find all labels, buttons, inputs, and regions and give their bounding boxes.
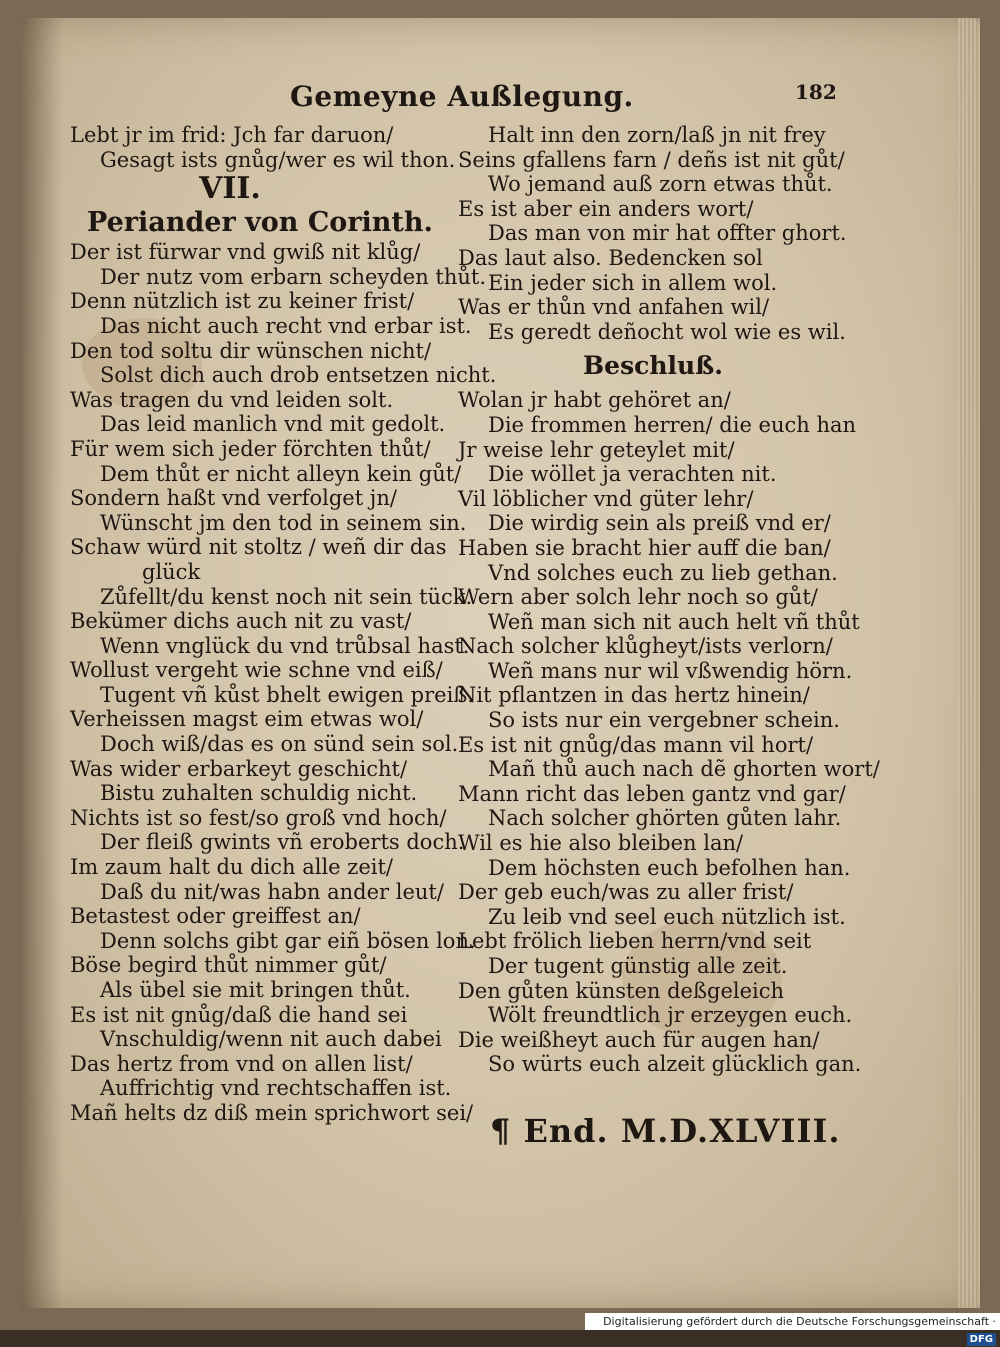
verse-line: Solst dich auch drob entsetzen nicht. — [100, 363, 497, 388]
verse-line: Es ist nit gnůg/das mann vil hort/ — [458, 732, 814, 757]
verse-line: Nichts ist so fest/so groß vnd hoch/ — [70, 805, 447, 830]
verse-line: Zůfellt/du kenst noch nit sein tück. — [100, 584, 473, 609]
verse-line: Den tod soltu dir wünschen nicht/ — [70, 338, 432, 363]
verse-line: Tugent vñ kůst bhelt ewigen preiß. — [100, 682, 474, 707]
verse-line: Jr weise lehr geteylet mit/ — [458, 437, 735, 462]
verse-line: Die frommen herren/ die euch han — [488, 412, 857, 437]
verse-line: So würts euch alzeit glücklich gan. — [488, 1052, 862, 1077]
verse-line: Wölt freundtlich jr erzeygen euch. — [488, 1003, 853, 1028]
conclusion-heading: Beschluß. — [583, 351, 723, 381]
verse-line: Zu leib vnd seel euch nützlich ist. — [488, 904, 846, 929]
verse-line: Lebt frölich lieben herrn/vnd seit — [458, 929, 812, 954]
verse-line: Das nicht auch recht vnd erbar ist. — [100, 313, 472, 338]
verse-line: Ein jeder sich in allem wol. — [488, 270, 778, 295]
verse-line: Was tragen du vnd leiden solt. — [70, 387, 394, 412]
verse-line: Schaw würd nit stoltz / weñ dir das — [70, 535, 447, 560]
left-text-column — [70, 123, 497, 1126]
verse-line: So ists nur ein vergebner schein. — [488, 708, 840, 733]
credit-text: Digitalisierung gefördert durch die Deutsche Forschungsgemeinschaft · — [603, 1315, 996, 1328]
verse-line: Verheissen magst eim etwas wol/ — [70, 707, 424, 732]
verse-line: Der geb euch/was zu aller frist/ — [458, 880, 794, 905]
verse-line: Die wirdig sein als preiß vnd er/ — [488, 511, 831, 536]
verse-line: Vnschuldig/wenn nit auch dabei — [100, 1027, 442, 1052]
verse-line: Haben sie bracht hier auff die ban/ — [458, 535, 831, 560]
verse-line: Betastest oder greiffest an/ — [70, 904, 361, 929]
verse-line: Es ist aber ein anders wort/ — [458, 196, 754, 221]
running-header: Gemeyne Außlegung. — [290, 80, 634, 113]
page-gutter-shadow — [22, 18, 62, 1308]
verse-line: Wenn vnglück du vnd trůbsal hast. — [100, 633, 470, 658]
verse-line: Es geredt deñocht wol wie es wil. — [488, 319, 846, 344]
verse-line: Das laut also. Bedencken sol — [458, 245, 763, 270]
verse-line: Wo jemand auß zorn etwas thůt. — [488, 172, 833, 197]
verse-line: Dem höchsten euch befolhen han. — [488, 855, 851, 880]
section-number: VII. — [199, 171, 261, 207]
verse-line: Bekümer dichs auch nit zu vast/ — [70, 609, 412, 634]
verse-line: Nit pflantzen in das hertz hinein/ — [458, 683, 810, 708]
verse-line: Der ist fürwar vnd gwiß nit klůg/ — [70, 240, 421, 265]
verse-line: Wern aber solch lehr noch so gůt/ — [458, 585, 818, 610]
verse-line: Die weißheyt auch für augen han/ — [458, 1027, 820, 1052]
verse-line: Auffrichtig vnd rechtschaffen ist. — [100, 1076, 452, 1101]
verse-line: Denn solchs gibt gar eiñ bösen lon. — [100, 928, 476, 953]
verse-line: Nach solcher ghörten gůten lahr. — [488, 806, 842, 831]
verse-line: Seins gfallens farn / deñs ist nit gůt/ — [458, 147, 845, 172]
verse-line: Vil löblicher vnd güter lehr/ — [458, 486, 754, 511]
verse-line: Wolan jr habt gehöret an/ — [458, 388, 731, 413]
verse-line: Mañ thů auch nach dẽ ghorten wort/ — [488, 757, 880, 782]
verse-line: Was wider erbarkeyt geschicht/ — [70, 756, 408, 781]
verse-line: Denn nützlich ist zu keiner frist/ — [70, 289, 415, 314]
verse-line: glück — [142, 559, 201, 584]
verse-line: Weñ mans nur wil vßwendig hörn. — [488, 658, 853, 683]
verse-line: Nach solcher klůgheyt/ists verlorn/ — [458, 634, 833, 659]
verse-line: Die wöllet ja verachten nit. — [488, 462, 777, 487]
verse-line: Der fleiß gwints vñ eroberts doch. — [100, 830, 465, 855]
colophon-finis: ¶ End. M.D.XLVIII. — [490, 1112, 841, 1150]
verse-line: Im zaum halt du dich alle zeit/ — [70, 855, 393, 880]
page-number: 182 — [795, 80, 837, 104]
verse-line: Es ist nit gnůg/daß die hand sei — [70, 1002, 408, 1027]
page-edges — [958, 18, 980, 1308]
verse-line: Vnd solches euch zu lieb gethan. — [488, 560, 838, 585]
right-text-column — [458, 123, 880, 1077]
verse-line: Wollust vergeht wie schne vnd eiß/ — [70, 658, 443, 683]
verse-line: Dem thůt er nicht alleyn kein gůt/ — [100, 461, 462, 486]
verse-line: Das hertz from vnd on allen list/ — [70, 1051, 413, 1076]
verse-line: Der tugent günstig alle zeit. — [488, 954, 788, 978]
verse-line: Was er thůn vnd anfahen wil/ — [458, 295, 770, 320]
dfg-logo: DFG — [967, 1333, 996, 1346]
verse-line: Wünscht jm den tod in seinem sin. — [100, 510, 467, 535]
verse-line: Daß du nit/was habn ander leut/ — [100, 879, 444, 904]
verse-line: Weñ man sich nit auch helt vñ thůt — [488, 609, 860, 634]
verse-line: Sondern haßt vnd verfolget jn/ — [70, 486, 397, 511]
section-title: Periander von Corinth. — [87, 207, 433, 239]
verse-line: Gesagt ists gnůg/wer es wil thon. — [100, 147, 456, 172]
verse-line: Der nutz vom erbarn scheyden thůt. — [100, 264, 486, 289]
verse-line: Bistu zuhalten schuldig nicht. — [100, 781, 418, 806]
verse-line: Das leid manlich vnd mit gedolt. — [100, 412, 446, 437]
verse-line: Den gůten künsten deßgeleich — [458, 978, 785, 1003]
verse-line: Mann richt das leben gantz vnd gar/ — [458, 781, 846, 806]
verse-line: Mañ helts dz diß mein sprichwort sei/ — [70, 1100, 474, 1125]
verse-line: Böse begird thůt nimmer gůt/ — [70, 953, 387, 978]
digitization-credit-bar — [585, 1313, 1000, 1345]
verse-line: Halt inn den zorn/laß jn nit frey — [488, 123, 826, 147]
verse-line: Lebt jr im frid: Jch far daruon/ — [70, 123, 394, 147]
verse-line: Doch wiß/das es on sünd sein sol. — [100, 732, 459, 757]
verse-line: Für wem sich jeder förchten thůt/ — [70, 436, 431, 461]
verse-line: Das man von mir hat offter ghort. — [488, 221, 847, 246]
verse-line: Als übel sie mit bringen thůt. — [100, 978, 411, 1002]
verse-line: Wil es hie also bleiben lan/ — [458, 831, 744, 856]
